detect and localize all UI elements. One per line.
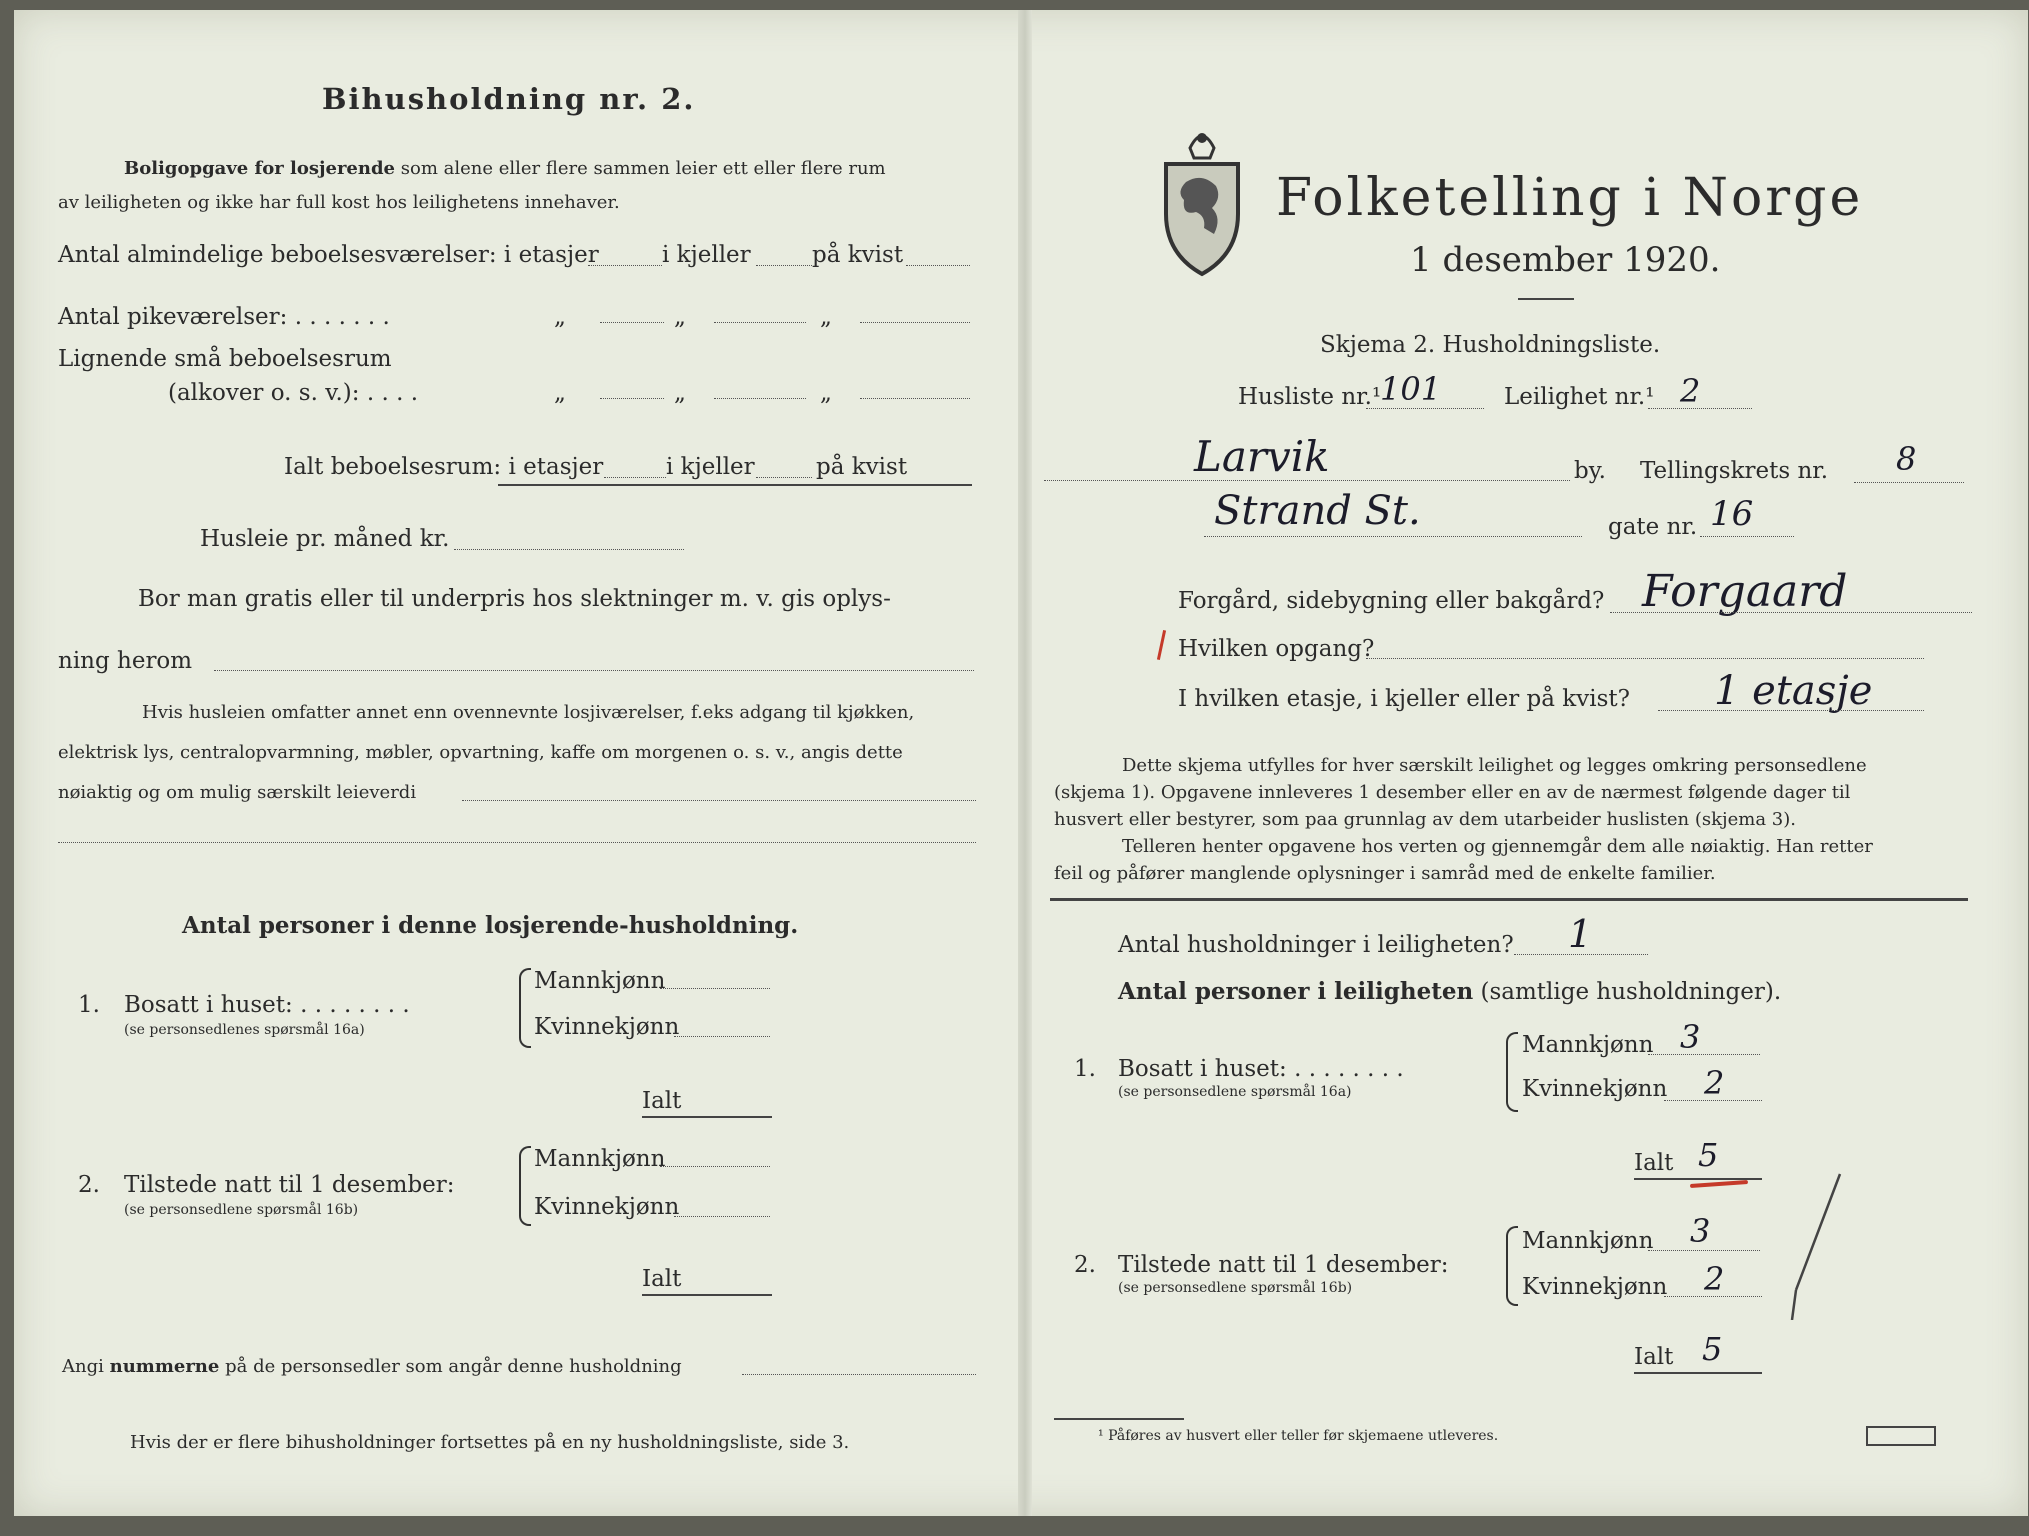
left-persons-heading: Antal personer i denne losjerende-husholdning.: [182, 912, 799, 939]
total-kjeller-label: i kjeller: [666, 454, 755, 480]
right-q1-female-field: [1664, 1100, 1762, 1101]
right-persons-heading: [1118, 978, 1781, 1005]
leilighet-field: [1648, 408, 1752, 409]
right-q2-female-field: [1664, 1296, 1762, 1297]
left-q2-brace: [519, 1146, 531, 1226]
right-q2-male-label: Mannkjønn: [1522, 1228, 1654, 1254]
ditto-mark: „: [674, 380, 686, 406]
footnote: ¹ Påføres av husvert eller teller før skjemaene utleveres.: [1098, 1428, 1499, 1444]
left-q1-male-field[interactable]: [660, 988, 770, 989]
info-divider: [1050, 898, 1968, 901]
intro-bold: Boligopgave for losjerende: [124, 158, 396, 179]
rent-label: Husleie pr. måned kr.: [200, 526, 450, 552]
street-value[interactable]: Strand St.: [1214, 488, 1421, 534]
opgang-label: Hvilken opgang?: [1178, 636, 1375, 662]
left-q2-female-label: Kvinnekjønn: [534, 1194, 680, 1220]
free-rent-line-2: ning herom: [58, 648, 193, 674]
rooms-label: Antal almindelige beboelsesværelser: i etasjer: [58, 242, 599, 268]
rooms-kvist-field[interactable]: [906, 265, 970, 266]
right-q2-total-field: [1634, 1372, 1762, 1374]
rooms-etasjer-field[interactable]: [588, 265, 662, 266]
red-underline-mark: [1690, 1180, 1748, 1188]
right-q1-male-value[interactable]: 3: [1680, 1018, 1701, 1056]
left-q1-female-field[interactable]: [674, 1036, 770, 1037]
printer-stamp-box: [1866, 1426, 1936, 1446]
right-q1-male-label: Mannkjønn: [1522, 1032, 1654, 1058]
total-etasjer-field[interactable]: [604, 477, 666, 478]
right-q1-female-label: Kvinnekjønn: [1522, 1076, 1668, 1102]
left-q2-female-field[interactable]: [674, 1216, 770, 1217]
gate-field: [1700, 536, 1794, 537]
street-field: [1204, 536, 1582, 537]
norwegian-coat-of-arms: [1160, 122, 1244, 282]
gate-label: gate nr.: [1608, 514, 1698, 540]
krets-field: [1854, 482, 1964, 483]
leilighet-label: Leilighet nr.¹: [1504, 384, 1655, 410]
husliste-field: [1366, 408, 1484, 409]
right-q1-male-field: [1648, 1054, 1760, 1055]
ditto-mark: „: [674, 304, 686, 330]
right-q2-female-label: Kvinnekjønn: [1522, 1274, 1668, 1300]
intro-rest: som alene eller flere sammen leier ett eller flere rum: [400, 158, 886, 179]
rooms-kvist-label: på kvist: [812, 242, 904, 268]
extra-field-line-2[interactable]: [58, 842, 976, 843]
info-line-5: feil og påfører manglende oplysninger i samråd med de enkelte familier.: [1054, 863, 1716, 884]
forgard-label: Forgård, sidebygning eller bakgård?: [1178, 588, 1605, 614]
left-q1-total-field[interactable]: [642, 1116, 772, 1118]
extra-line-3: nøiaktig og om mulig særskilt leieverdi: [58, 782, 417, 803]
info-line-3: husvert eller bestyrer, som paa grunnlag av dem utarbeider huslisten (skjema 3).: [1054, 809, 1796, 830]
etasje-label: I hvilken etasje, i kjeller eller på kvist?: [1178, 686, 1630, 712]
intro-line-2: av leiligheten og ikke har full kost hos leilighetens innehaver.: [58, 192, 620, 213]
small-rooms-label-2: (alkover o. s. v.): . . . .: [168, 380, 419, 406]
right-q2-number: 2.: [1074, 1252, 1096, 1278]
left-q1-male-label: Mannkjønn: [534, 968, 666, 994]
households-field: [1514, 954, 1648, 955]
gate-value[interactable]: 16: [1710, 494, 1754, 534]
right-q2-male-field: [1648, 1250, 1760, 1251]
left-q2-number: 2.: [78, 1172, 100, 1198]
forgard-value[interactable]: Forgaard: [1642, 566, 1848, 617]
etasje-value[interactable]: 1 etasje: [1714, 668, 1873, 714]
small-kvist-field[interactable]: [860, 398, 970, 399]
right-q2-total-value[interactable]: 5: [1702, 1330, 1723, 1368]
free-rent-line-1: Bor man gratis eller til underpris hos slektninger m. v. gis oplys-: [138, 586, 891, 612]
right-q1-total-label: Ialt: [1634, 1150, 1674, 1176]
right-q2-sub: (se personsedlene spørsmål 16b): [1118, 1280, 1353, 1296]
right-title: Folketelling i Norge: [1276, 168, 1864, 228]
date-divider: [1518, 298, 1574, 300]
info-line-2: (skjema 1). Opgavene innleveres 1 desember eller en av de nærmest følgende dager til: [1054, 782, 1851, 803]
small-kjeller-field[interactable]: [714, 398, 806, 399]
small-rooms-label-1: Lignende små beboelsesrum: [58, 346, 392, 372]
leilighet-value[interactable]: 2: [1680, 372, 1701, 410]
right-persons-rest: (samtlige husholdninger).: [1480, 979, 1782, 1005]
numbers-line: [62, 1356, 682, 1377]
left-q1-female-label: Kvinnekjønn: [534, 1014, 680, 1040]
small-etasjer-field[interactable]: [600, 398, 664, 399]
maid-etasjer-field[interactable]: [600, 322, 664, 323]
left-q2-male-label: Mannkjønn: [534, 1146, 666, 1172]
left-q1-brace: [519, 968, 531, 1048]
right-q1-total-value[interactable]: 5: [1698, 1136, 1719, 1174]
rooms-kjeller-field[interactable]: [756, 265, 812, 266]
maid-rooms-label: Antal pikeværelser: . . . . . . .: [58, 304, 390, 330]
rooms-kjeller-label: i kjeller: [662, 242, 751, 268]
forgard-field: [1610, 612, 1972, 613]
info-line-1: Dette skjema utfylles for hver særskilt leilighet og legges omkring personsedlene: [1122, 755, 1867, 776]
census-form-sheet: [14, 10, 2028, 1516]
krets-value[interactable]: 8: [1896, 440, 1917, 478]
numbers-bold: nummerne: [109, 1356, 220, 1377]
ditto-mark: „: [820, 304, 832, 330]
left-q1-total-label: Ialt: [642, 1088, 682, 1114]
total-kvist-label: på kvist: [816, 454, 908, 480]
footnote-rule: [1054, 1418, 1184, 1420]
opgang-field[interactable]: [1366, 658, 1924, 659]
right-q2-male-value[interactable]: 3: [1690, 1212, 1711, 1250]
by-label: by.: [1574, 458, 1606, 484]
ditto-mark: „: [554, 380, 566, 406]
red-check-mark: [1157, 630, 1166, 660]
ditto-mark: „: [820, 380, 832, 406]
total-kjeller-field[interactable]: [756, 477, 812, 478]
right-q2-total-label: Ialt: [1634, 1344, 1674, 1370]
right-q2-brace: [1506, 1226, 1518, 1306]
numbers-field[interactable]: [742, 1374, 976, 1375]
city-field: [1044, 480, 1570, 481]
extra-line-2: elektrisk lys, centralopvarmning, møbler, opvartning, kaffe om morgenen o. s. v., angis dette: [58, 742, 903, 763]
krets-label: Tellingskrets nr.: [1640, 458, 1829, 484]
maid-kvist-field[interactable]: [860, 322, 970, 323]
left-q2-male-field[interactable]: [660, 1166, 770, 1167]
left-q1-sub: (se personsedlenes spørsmål 16a): [124, 1022, 365, 1038]
left-q1-number: 1.: [78, 992, 100, 1018]
right-q1-sub: (se personsedlene spørsmål 16a): [1118, 1084, 1352, 1100]
maid-kjeller-field[interactable]: [714, 322, 806, 323]
right-q1-female-value[interactable]: 2: [1704, 1064, 1725, 1102]
right-q2-female-value[interactable]: 2: [1704, 1260, 1725, 1298]
right-q1-label: Bosatt i huset: . . . . . . . .: [1118, 1056, 1404, 1082]
total-rooms-underline: [498, 484, 972, 486]
households-value[interactable]: 1: [1568, 912, 1593, 956]
ditto-mark: „: [554, 304, 566, 330]
total-rooms-label: Ialt beboelsesrum: i etasjer: [284, 454, 604, 480]
husliste-label: Husliste nr.¹: [1238, 384, 1382, 410]
free-rent-field[interactable]: [214, 670, 974, 671]
extra-line-1: Hvis husleien omfatter annet enn ovennevnte losjiværelser, f.eks adgang til kjøkken,: [142, 702, 915, 723]
right-q2-label: Tilstede natt til 1 desember:: [1118, 1252, 1449, 1278]
husliste-value[interactable]: 101: [1380, 370, 1442, 408]
rent-field[interactable]: [454, 549, 684, 550]
left-q2-total-field[interactable]: [642, 1294, 772, 1296]
intro-line-1: [124, 158, 886, 179]
extra-field[interactable]: [462, 800, 976, 801]
info-line-4: Telleren henter opgavene hos verten og gjennemgår dem alle nøiaktig. Han retter: [1122, 836, 1873, 857]
etasje-field: [1658, 710, 1924, 711]
households-label: Antal husholdninger i leiligheten?: [1118, 932, 1514, 958]
left-title: Bihusholdning nr. 2.: [322, 82, 696, 116]
schema-label: Skjema 2. Husholdningsliste.: [1320, 332, 1661, 358]
numbers-post: på de personsedler som angår denne husholdning: [225, 1356, 682, 1377]
numbers-pre: Angi: [62, 1356, 104, 1377]
city-value[interactable]: Larvik: [1194, 432, 1330, 481]
page-fold: [1018, 10, 1032, 1516]
left-q1-label: Bosatt i huset: . . . . . . . .: [124, 992, 410, 1018]
info-paragraph: [1054, 752, 1966, 887]
right-q1-number: 1.: [1074, 1056, 1096, 1082]
right-q1-brace: [1506, 1032, 1518, 1112]
right-date: 1 desember 1920.: [1410, 240, 1721, 280]
left-footer: Hvis der er flere bihusholdninger fortsettes på en ny husholdningsliste, side 3.: [130, 1432, 850, 1453]
left-q2-sub: (se personsedlene spørsmål 16b): [124, 1202, 359, 1218]
right-persons-bold: Antal personer i leiligheten: [1118, 978, 1474, 1005]
pencil-check-stroke: [1788, 1170, 1848, 1320]
left-q2-total-label: Ialt: [642, 1266, 682, 1292]
left-q2-label: Tilstede natt til 1 desember:: [124, 1172, 455, 1198]
